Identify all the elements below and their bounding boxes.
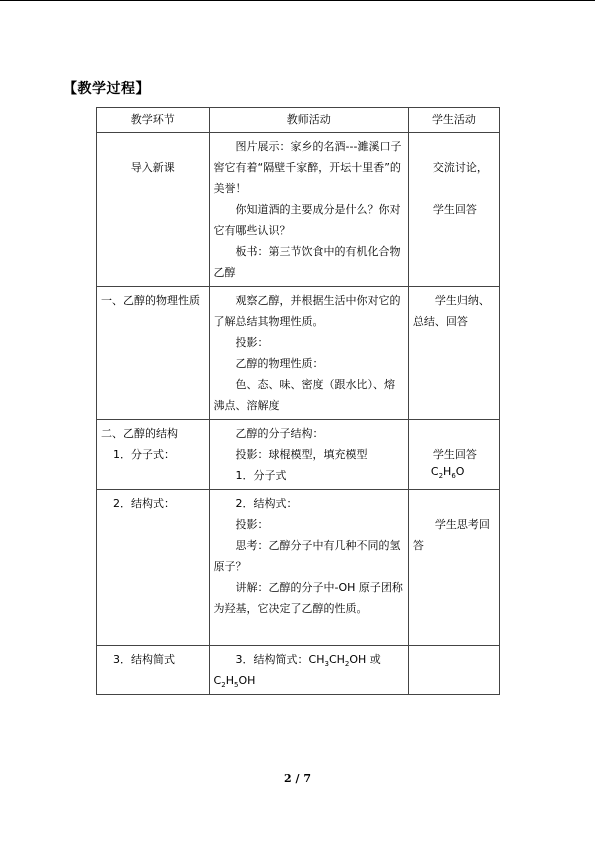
student-cell <box>408 287 499 420</box>
teacher-cell <box>209 287 408 420</box>
stage-cell: 一、乙醇的物理性质 <box>97 287 210 420</box>
page-top-rule <box>0 0 595 1</box>
teacher-text: 板书：第三节饮食中的有机化合物乙醇 <box>213 245 401 279</box>
teacher-text: 观察乙醇，并根据生活中你对它的了解总结其物理性质。 <box>213 294 401 328</box>
stage-cell <box>97 490 210 646</box>
header-student: 学生活动 <box>408 108 499 133</box>
teacher-text: 讲解：乙醇的分子中-OH 原子团称为羟基，它决定了乙醇的性质。 <box>213 581 403 615</box>
teacher-text: 你知道酒的主要成分是什么？你对它有哪些认识？ <box>213 203 401 237</box>
student-text: 学生回答 <box>432 203 477 216</box>
teacher-text: 投影：球棍模型，填充模型 <box>235 448 368 461</box>
table-row <box>97 133 500 287</box>
section-title: 【教学过程】 <box>63 81 150 97</box>
teacher-text: 1．分子式 <box>235 469 287 482</box>
teacher-text: 色、态、味、密度（跟水比）、熔沸点、溶解度 <box>213 378 396 412</box>
teaching-process-table <box>96 107 500 695</box>
header-stage: 教学环节 <box>97 108 210 133</box>
student-cell <box>408 490 499 646</box>
student-text: 交流讨论， <box>432 161 488 174</box>
student-cell <box>408 646 499 695</box>
table-row <box>97 287 500 420</box>
teacher-text: 投影： <box>235 518 269 531</box>
stage-cell <box>97 646 210 695</box>
student-cell <box>408 420 499 490</box>
stage-cell <box>97 133 210 287</box>
stage-label: 二、乙醇的结构 <box>101 427 178 440</box>
student-cell <box>408 133 499 287</box>
teacher-text: 乙醇的分子结构： <box>235 427 324 440</box>
teacher-cell <box>209 420 408 490</box>
teacher-text: 图片展示：家乡的名酒---濉溪口子窖它有着“隔壁千家醉，开坛十里香”的美誉！ <box>213 140 402 195</box>
stage-label: 3．结构简式 <box>113 653 175 666</box>
stage-cell <box>97 420 210 490</box>
table-header-row <box>97 108 500 133</box>
header-teacher: 教师活动 <box>209 108 408 133</box>
teacher-cell <box>209 646 408 695</box>
teacher-text: 投影： <box>235 336 269 349</box>
structural-formula-alt: $C_2H_5OH$ <box>213 674 256 690</box>
stage-sublabel: 1．分子式： <box>113 448 175 461</box>
table-row <box>97 646 500 695</box>
teacher-text: 乙醇的物理性质： <box>235 357 324 370</box>
student-text: 学生回答 <box>432 448 477 461</box>
teacher-cell <box>209 490 408 646</box>
student-text: 学生思考回答 <box>412 518 490 552</box>
structural-formula-text: 3．结构简式：$CH_3CH_2OH$ 或 <box>235 653 381 669</box>
student-text: 学生归纳、总结、回答 <box>412 294 490 328</box>
teacher-text: 2．结构式： <box>235 497 298 510</box>
page-number: 2 / 7 <box>284 772 311 785</box>
molecular-formula: $C_2H_6O$ <box>430 465 465 481</box>
stage-label: 2．结构式： <box>113 497 175 510</box>
teacher-text: 思考：乙醇分子中有几种不同的氢原子？ <box>213 539 401 573</box>
table-row <box>97 420 500 490</box>
stage-label: 导入新课 <box>130 161 175 174</box>
teacher-cell <box>209 133 408 287</box>
table-row <box>97 490 500 646</box>
